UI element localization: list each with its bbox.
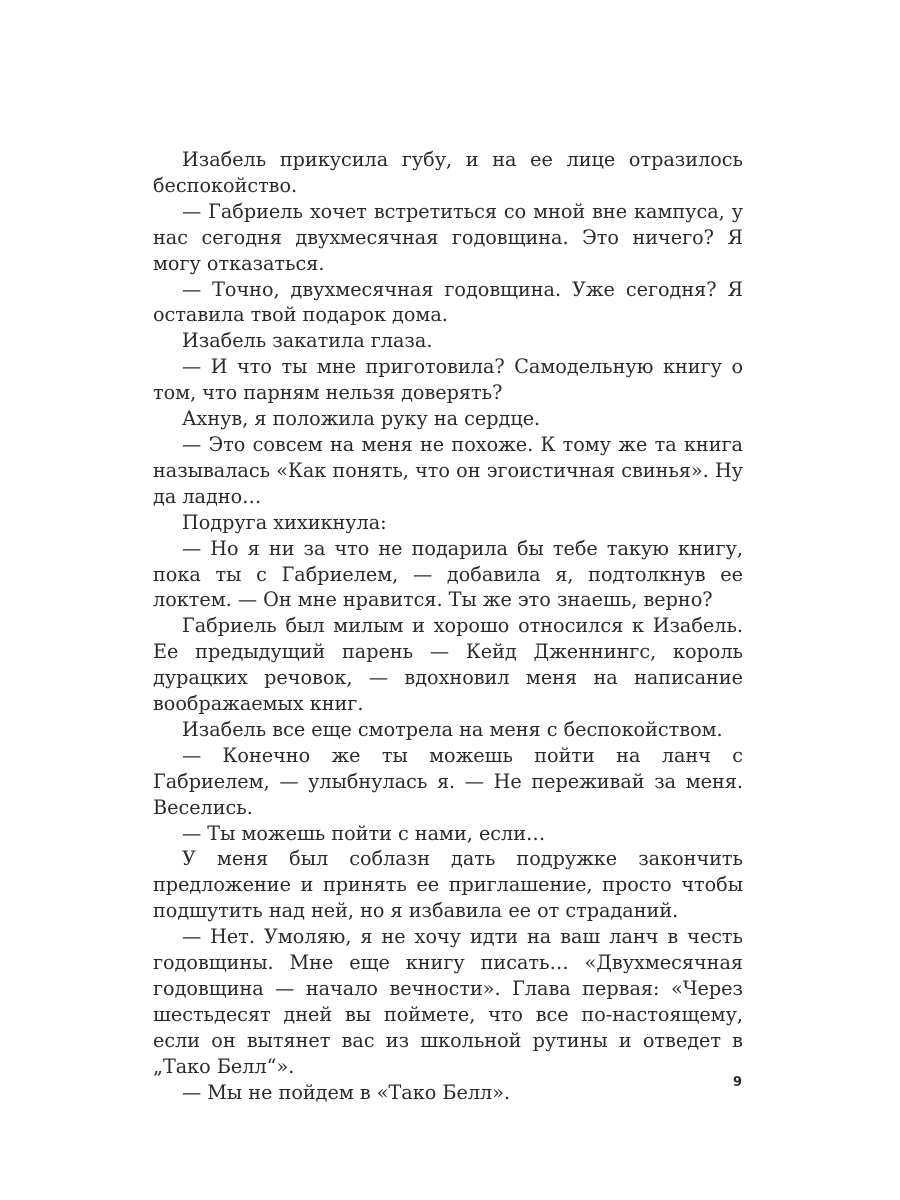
paragraph-3: — Точно, двухмесячная годовщина. Уже сегодня? Я оставила твой подарок дома. — [153, 277, 743, 327]
paragraph-12: — Конечно же ты можешь пойти на ланч с Габриелем, — улыбнулась я. — Не переживай за меня. Веселись. — [153, 743, 743, 819]
paragraph-5: — И что ты мне приготовила? Самодельную книгу о том, что парням нельзя доверять? — [153, 355, 743, 405]
paragraph-13: — Ты можешь пойти с нами, если… — [182, 821, 546, 845]
paragraph-11: Изабель все еще смотрела на меня с беспокойством. — [182, 717, 723, 741]
paragraph-6: Ахнув, я положила руку на сердце. — [182, 407, 541, 431]
paragraph-9: — Но я ни за что не подарила бы тебе такую книгу, пока ты с Габриелем, — добавила я, подтолкнув ее локтем. — Он мне нравится. Ты же это знаешь, верно? — [153, 536, 743, 612]
paragraph-7: — Это совсем на меня не похоже. К тому же та книга называлась «Как понять, что он эгоистичная свинья». Ну да ладно… — [153, 432, 743, 508]
paragraph-1: Изабель прикусила губу, и на ее лице отразилось беспокойство. — [153, 148, 743, 197]
paragraph-2: — Габриель хочет встретиться со мной вне кампуса, у нас сегодня двухмесячная годовщина. Это ничего? Я могу отказаться. — [153, 199, 743, 275]
body-text — [153, 147, 743, 1106]
paragraph-14: У меня был соблазн дать подружке закончить предложение и принять ее приглашение, просто чтобы подшутить над ней, но я избавила ее от страданий. — [153, 847, 743, 923]
paragraph-16: — Мы не пойдем в «Тако Белл». — [182, 1080, 511, 1104]
paragraph-10: Габриель был милым и хорошо относился к Изабель. Ее предыдущий парень — Кейд Дженнингс, король дурацких речовок, — вдохновил меня на написание воображаемых книг. — [153, 614, 743, 716]
paragraph-15: — Нет. Умоляю, я не хочу идти на ваш ланч в честь годовщины. Мне еще книгу писать… «Двухмесячная годовщина — начало вечности». Глава первая: «Через шестьдесят дней вы поймете, что все по-настоящему, если он вытянет вас из школьной рутины и отведет в „Тако Белл“». — [153, 925, 743, 1078]
paragraph-8: Подруга хихикнула: — [182, 510, 387, 534]
page-number: 9 — [732, 1075, 742, 1090]
paragraph-4: Изабель закатила глаза. — [182, 329, 433, 353]
